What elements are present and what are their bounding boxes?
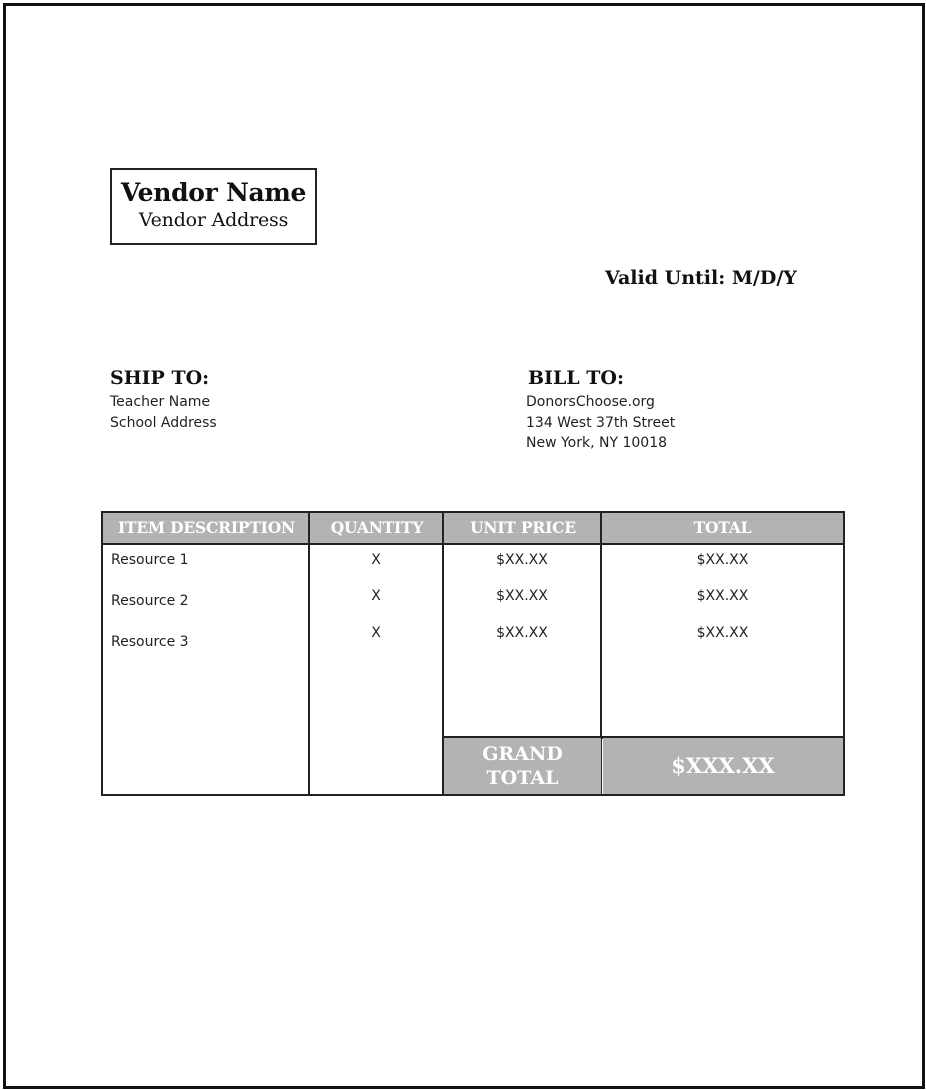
header-quantity: QUANTITY	[330, 518, 424, 537]
quote-page	[3, 3, 925, 1089]
row-description: Resource 2	[111, 593, 189, 609]
bill-to-line: 134 West 37th Street	[526, 414, 676, 431]
vendor-box	[110, 168, 317, 245]
ship-to-heading: SHIP TO:	[110, 367, 210, 389]
header-item-description: ITEM DESCRIPTION	[118, 518, 295, 537]
row-total: $XX.XX	[696, 625, 749, 641]
ship-to-line: Teacher Name	[110, 394, 211, 410]
bill-to-heading: BILL TO:	[528, 367, 624, 389]
grand-total-label	[444, 742, 601, 790]
valid-until: Valid Until: M/D/Y	[605, 267, 797, 289]
grand-total-label-line1: GRAND	[482, 743, 563, 765]
row-quantity: X	[371, 552, 381, 568]
row-unit-price: $XX.XX	[496, 552, 548, 568]
table-header-row	[103, 513, 843, 545]
grand-total-label-line2: TOTAL	[486, 767, 559, 789]
vendor-name: Vendor Name	[120, 178, 307, 207]
row-quantity: X	[371, 625, 381, 641]
bill-to-line: New York, NY 10018	[526, 435, 668, 451]
row-total: $XX.XX	[696, 588, 749, 604]
grand-total-value-cell	[603, 738, 843, 794]
items-table	[101, 511, 845, 796]
row-total: $XX.XX	[696, 552, 749, 568]
row-quantity: X	[371, 588, 381, 604]
row-unit-price: $XX.XX	[496, 588, 548, 604]
bill-to-block	[526, 366, 675, 454]
vendor-address: Vendor Address	[138, 209, 289, 231]
row-description: Resource 3	[111, 634, 189, 650]
grand-total-value: $XXX.XX	[671, 753, 775, 778]
ship-to-line: School Address	[110, 414, 217, 431]
header-total: TOTAL	[693, 518, 752, 537]
grand-total-label-cell	[444, 738, 601, 794]
header-unit-price: UNIT PRICE	[470, 518, 576, 537]
row-description: Resource 1	[111, 552, 189, 568]
bill-to-line: DonorsChoose.org	[526, 394, 655, 410]
row-unit-price: $XX.XX	[496, 625, 548, 641]
ship-to-block	[110, 366, 217, 433]
